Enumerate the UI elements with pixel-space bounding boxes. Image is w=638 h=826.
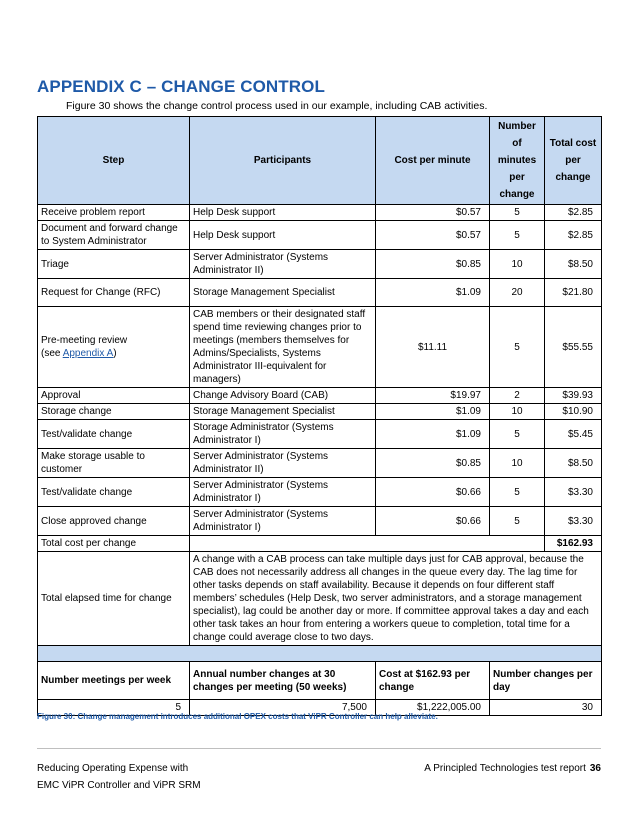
participants-cell: Help Desk support xyxy=(190,221,376,250)
cost-cell: $0.85 xyxy=(376,449,490,478)
cost-cell: $1.09 xyxy=(376,404,490,420)
total-cell: $21.80 xyxy=(545,279,602,307)
minutes-cell: 10 xyxy=(490,449,545,478)
footer-rule xyxy=(37,748,601,749)
separator-row xyxy=(38,646,602,662)
cost-cell: $1.09 xyxy=(376,279,490,307)
table-row xyxy=(38,205,602,221)
total-cell: $2.85 xyxy=(545,205,602,221)
minutes-cell: 20 xyxy=(490,279,545,307)
elapsed-time-label: Total elapsed time for change xyxy=(38,552,190,646)
appendix-heading: APPENDIX C – CHANGE CONTROL xyxy=(37,77,325,96)
summary-header-row xyxy=(38,662,602,700)
total-cell: $3.30 xyxy=(545,507,602,536)
cost-cell: $19.97 xyxy=(376,388,490,404)
participants-cell: Server Administrator (Systems Administrator II) xyxy=(190,250,376,279)
total-cell: $55.55 xyxy=(545,307,602,388)
table-row xyxy=(38,404,602,420)
participants-cell: Server Administrator (Systems Administrator I) xyxy=(190,507,376,536)
minutes-cell: 5 xyxy=(490,507,545,536)
table-row xyxy=(38,279,602,307)
intro-text: Figure 30 shows the change control process used in our example, including CAB activities. xyxy=(66,100,488,112)
total-cell: $2.85 xyxy=(545,221,602,250)
minutes-cell: 10 xyxy=(490,404,545,420)
cost-cell: $0.66 xyxy=(376,478,490,507)
step-cell: Receive problem report xyxy=(38,205,190,221)
participants-cell: CAB members or their designated staff spend time reviewing changes prior to meetings (members themselves for Admins/Specialists, Systems Administrator III-equivalent for managers) xyxy=(190,307,376,388)
step-cell: Triage xyxy=(38,250,190,279)
minutes-cell: 5 xyxy=(490,205,545,221)
cost-cell: $0.66 xyxy=(376,507,490,536)
table-header-row xyxy=(38,117,602,205)
cost-cell: $0.57 xyxy=(376,221,490,250)
table-row xyxy=(38,449,602,478)
step-cell: Test/validate change xyxy=(38,420,190,449)
summary-annual-changes-value: 7,500 xyxy=(190,700,376,716)
participants-cell: Change Advisory Board (CAB) xyxy=(190,388,376,404)
footer-right xyxy=(424,760,601,777)
figure-caption: Figure 30: Change management introduces additional OPEX costs that ViPR Controller can help alleviate. xyxy=(37,712,438,721)
minutes-cell: 10 xyxy=(490,250,545,279)
step-cell: Request for Change (RFC) xyxy=(38,279,190,307)
minutes-cell: 2 xyxy=(490,388,545,404)
summary-cost-value: $1,222,005.00 xyxy=(376,700,490,716)
header-total-cost: Total cost per change xyxy=(545,117,602,205)
summary-meetings-value: 5 xyxy=(38,700,190,716)
minutes-cell: 5 xyxy=(490,221,545,250)
footer-title-line1: Reducing Operating Expense with xyxy=(37,763,189,774)
table-row xyxy=(38,221,602,250)
elapsed-time-row xyxy=(38,552,602,646)
separator-cell xyxy=(38,646,602,662)
total-cost-value: $162.93 xyxy=(545,536,602,552)
participants-cell: Server Administrator (Systems Administrator I) xyxy=(190,478,376,507)
table-row xyxy=(38,388,602,404)
cost-cell: $1.09 xyxy=(376,420,490,449)
participants-cell: Help Desk support xyxy=(190,205,376,221)
elapsed-time-text: A change with a CAB process can take multiple days just for CAB approval, because the CAB does not necessarily address all changes in the queue every day. The lag time for other tasks depends on staff availability. Because it depends on four different staff members’ schedules (Help Desk, two server administrators, and a storage management specialist), lag could be another day or more. If committee approval takes a day and each other task takes an hour from entering a workers queue to completion, total time for a change could average close to two days. xyxy=(190,552,602,646)
header-participants: Participants xyxy=(190,117,376,205)
step-cell: Document and forward change to System Administrator xyxy=(38,221,190,250)
table-row xyxy=(38,478,602,507)
minutes-cell: 5 xyxy=(490,307,545,388)
total-cost-blank xyxy=(190,536,545,552)
summary-header-annual-changes: Annual number changes at 30 changes per meeting (50 weeks) xyxy=(190,662,376,700)
cost-cell: $0.85 xyxy=(376,250,490,279)
step-cell xyxy=(38,307,190,388)
footer-report-label: A Principled Technologies test report xyxy=(424,763,586,774)
summary-header-meetings: Number meetings per week xyxy=(38,662,190,700)
cost-cell: $0.57 xyxy=(376,205,490,221)
participants-cell: Storage Management Specialist xyxy=(190,404,376,420)
total-cell: $5.45 xyxy=(545,420,602,449)
change-control-table xyxy=(37,116,602,716)
participants-cell: Server Administrator (Systems Administrator II) xyxy=(190,449,376,478)
total-cell: $39.93 xyxy=(545,388,602,404)
total-cell: $8.50 xyxy=(545,449,602,478)
summary-header-cost: Cost at $162.93 per change xyxy=(376,662,490,700)
step-cell: Storage change xyxy=(38,404,190,420)
step-ref-post: ) xyxy=(113,348,117,359)
summary-changes-per-day-value: 30 xyxy=(490,700,602,716)
cost-cell: $11.11 xyxy=(376,307,490,388)
minutes-cell: 5 xyxy=(490,478,545,507)
table-row xyxy=(38,307,602,388)
participants-cell: Storage Management Specialist xyxy=(190,279,376,307)
table-row xyxy=(38,420,602,449)
total-cell: $10.90 xyxy=(545,404,602,420)
step-cell: Make storage usable to customer xyxy=(38,449,190,478)
footer-left xyxy=(37,760,201,794)
step-cell: Close approved change xyxy=(38,507,190,536)
header-minutes: Number of minutes per change xyxy=(490,117,545,205)
step-cell: Test/validate change xyxy=(38,478,190,507)
footer-title-line2: EMC ViPR Controller and ViPR SRM xyxy=(37,780,201,791)
total-cost-label: Total cost per change xyxy=(38,536,190,552)
page-number: 36 xyxy=(589,763,601,774)
table-row xyxy=(38,507,602,536)
summary-header-changes-per-day: Number changes per day xyxy=(490,662,602,700)
appendix-a-link[interactable]: Appendix A xyxy=(62,348,114,359)
step-text: Pre-meeting review xyxy=(41,335,128,346)
total-cost-row xyxy=(38,536,602,552)
header-step: Step xyxy=(38,117,190,205)
table-row xyxy=(38,250,602,279)
minutes-cell: 5 xyxy=(490,420,545,449)
step-cell: Approval xyxy=(38,388,190,404)
header-cost-per-minute: Cost per minute xyxy=(376,117,490,205)
step-ref-pre: (see xyxy=(41,348,63,359)
total-cell: $3.30 xyxy=(545,478,602,507)
total-cell: $8.50 xyxy=(545,250,602,279)
participants-cell: Storage Administrator (Systems Administrator I) xyxy=(190,420,376,449)
